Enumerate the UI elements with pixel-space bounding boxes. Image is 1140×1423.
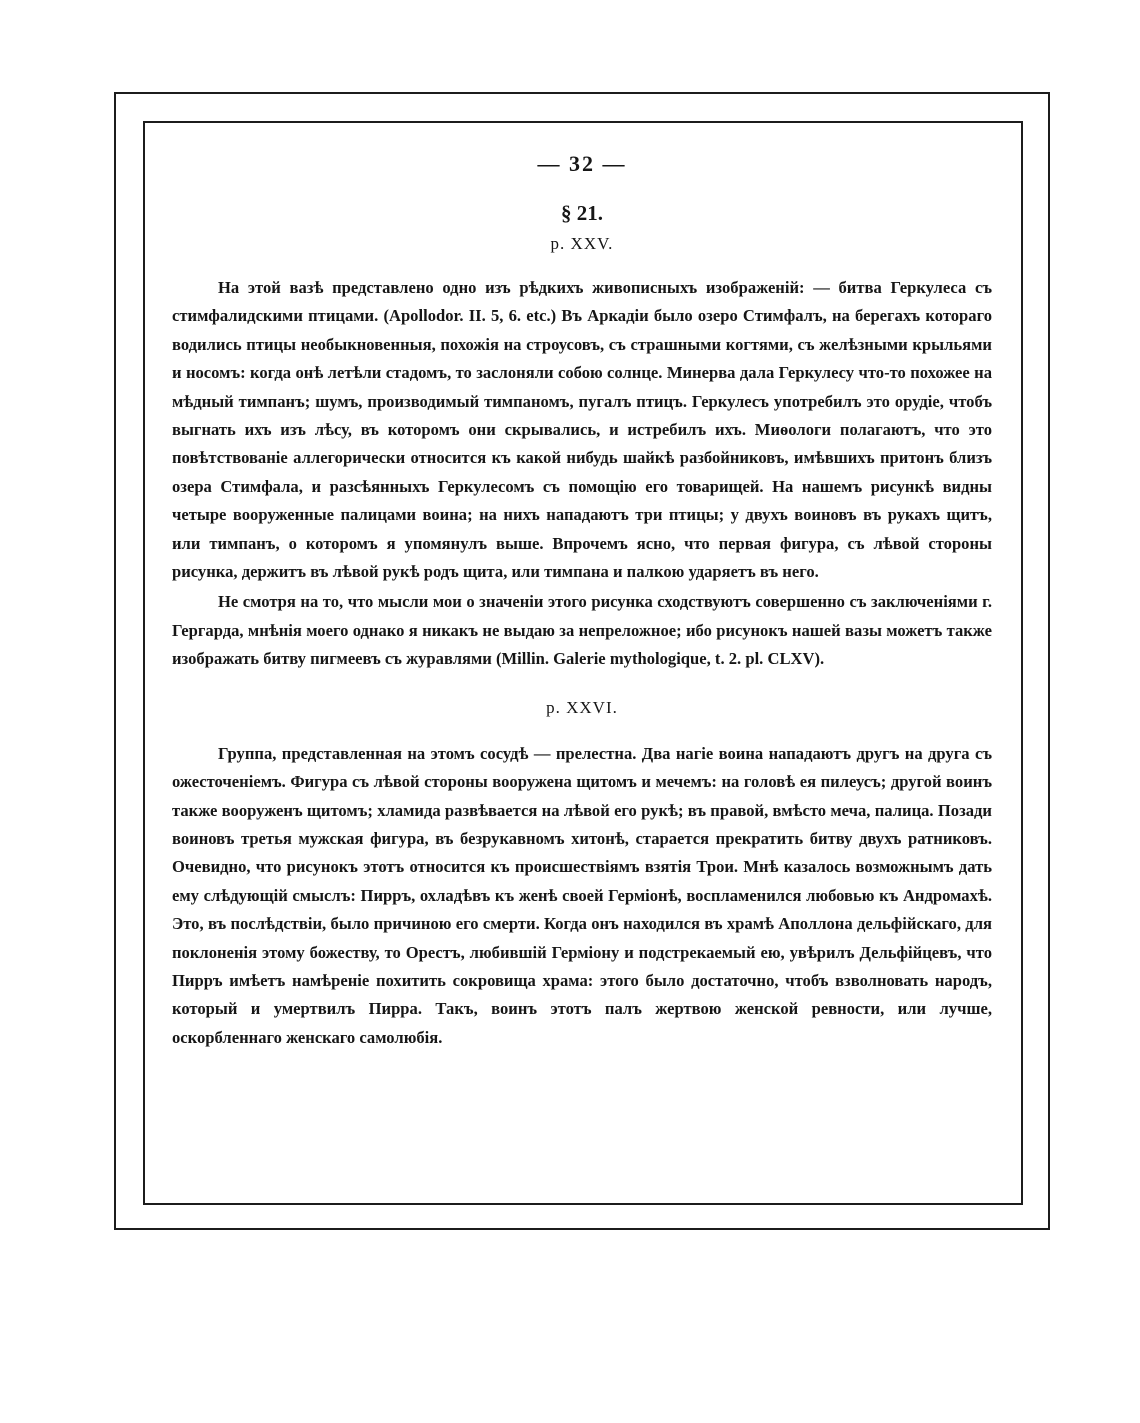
paragraph-hercules-stymphalian: На этой вазѣ представлено одно изъ рѣдкихъ живописныхъ изображеній: — битва Геркулеса съ стимфалидскими птицами. (Apollodor. II. 5, 6. etc.) Въ Аркадіи было озеро Стимфалъ, на берегахъ котораго водились птицы необыкновенныя, похожія на строусовъ, съ страшными когтями, съ желѣзными крыльями и носомъ: когда онѣ летѣли стадомъ, то заслоняли собою солнце. Минерва дала Геркулесу что-то похожее на мѣдный тимпанъ; шумъ, производимый тимпаномъ, пугалъ птицъ. Геркулесъ употребилъ это орудіе, чтобъ выгнать ихъ изъ лѣсу, въ которомъ они скрывались, и истребилъ ихъ. Миѳологи полагаютъ, что это повѣтствованіе аллегорически относится къ какой нибудь шайкѣ разбойниковъ, имѣвшихъ притонъ близъ озера Стимфала, и разсѣянныхъ Геркулесомъ съ помощію его товарищей. На нашемъ рисункѣ видны четыре вооруженные палицами воина; на нихъ нападаютъ три птицы; у двухъ воиновъ въ рукахъ щитъ, или тимпанъ, о которомъ я упомянулъ выше. Впрочемъ ясно, что первая фигура, съ лѣвой стороны рисунка, держитъ въ лѣвой рукѣ родъ щита, или тимпана и палкою ударяетъ въ него. (172, 278, 992, 582)
page-number: — 32 — (537, 151, 627, 176)
plate-label-xxv: p. XXV. (550, 234, 614, 253)
paragraph-gerhard-opinion: Не смотря на то, что мысли мои о значеніи этого рисунка сходствуютъ совершенно съ заключеніями г. Гергарда, мнѣнія моего однако я никакъ не выдаю за непреложное; ибо рисунокъ нашей вазы можетъ также изображать битву пигмеевъ съ журавлями (Millin. Galerie mythologique, t. 2. pl. CLXV). (172, 592, 992, 669)
page-content (172, 146, 992, 1052)
section-heading: § 21. (561, 201, 603, 225)
paragraph-warriors-group: Группа, представленная на этомъ сосудѣ — прелестна. Два нагіе воина нападаютъ другъ на друга съ ожесточеніемъ. Фигура съ лѣвой стороны вооружена щитомъ и мечемъ: на головѣ ея пилеусъ; другой воинъ также вооруженъ щитомъ; хламида развѣвается на лѣвой его рукѣ; въ правой, вмѣсто меча, палица. Позади воиновъ третья мужская фигура, въ безрукавномъ хитонѣ, старается прекратить битву двухъ ратниковъ. Очевидно, что рисунокъ этотъ относится къ происшествіямъ взятія Трои. Мнѣ казалось возможнымъ дать ему слѣдующій смыслъ: Пирръ, охладѣвъ къ женѣ своей Герміонѣ, воспламенился любовью къ Андромахѣ. Это, въ послѣдствіи, было причиною его смерти. Когда онъ находился въ храмѣ Аполлона дельфійскаго, для поклоненія этому божеству, то Орестъ, любившій Герміону и подстрекаемый ею, увѣрилъ Дельфійцевъ, что Пирръ имѣетъ намѣреніе похитить сокровища храма: этого было достаточно, чтобъ взволновать народъ, который и умертвилъ Пирра. Такъ, воинъ этотъ палъ жертвою женской ревности, или лучше, оскорбленнаго женскаго самолюбія. (172, 743, 992, 1047)
plate-label-xxvi: p. XXVI. (546, 697, 618, 717)
